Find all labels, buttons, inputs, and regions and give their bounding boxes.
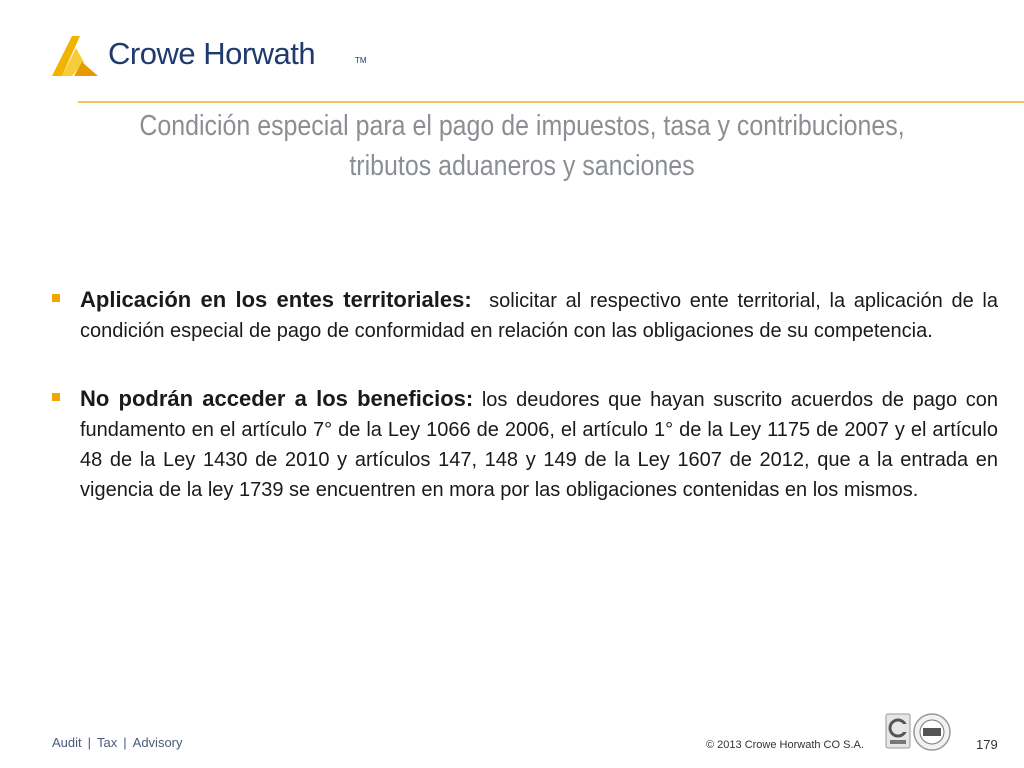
slide-title-line-2: tributos aduaneros y sanciones	[349, 150, 695, 182]
logo-mark-icon	[50, 32, 100, 78]
footer-service-audit: Audit	[52, 735, 82, 750]
logo-wordmark: Crowe Horwath	[108, 36, 316, 71]
bullet-heading: Aplicación en los entes territoriales:	[80, 287, 472, 312]
bullet-item	[50, 384, 998, 505]
slide-content	[50, 285, 998, 543]
square-bullet-icon	[52, 294, 60, 302]
bullet-item	[50, 285, 998, 346]
footer-copyright: © 2013 Crowe Horwath CO S.A.	[706, 739, 864, 751]
iqnet-seal-icon	[912, 712, 952, 752]
header-divider	[78, 101, 1024, 103]
bullet-heading: No podrán acceder a los beneficios:	[80, 386, 474, 411]
bullet-text: solicitar al respectivo ente territorial, la aplicación de la condición especial de pago de conformidad en relación con las obligaciones de su competencia.	[80, 290, 998, 342]
footer-service-advisory: Advisory	[132, 735, 183, 750]
slide-title	[125, 106, 920, 186]
square-bullet-icon	[52, 393, 60, 401]
page-number: 179	[976, 737, 998, 752]
crowe-horwath-logo	[50, 32, 367, 80]
footer-separator: |	[123, 735, 127, 750]
footer-separator: |	[87, 735, 92, 750]
footer-service-tax: Tax	[97, 735, 118, 750]
footer-services	[52, 735, 183, 750]
logo-trademark: TM	[355, 56, 367, 65]
bullet-text: los deudores que hayan suscrito acuerdos de pago con fundamento en el artículo 7° de la Ley 1066 de 2006, el artículo 1° de la Ley 1175 de 2007 y el artículo 48 de la Ley 1430 de 2010 y artículos 147, 148 y 149 de la Ley 1607 de 2012, que a la entrada en vigencia de la ley 1739 se encuentren en mora por las obligaciones contenidas en los mismos.	[80, 389, 998, 501]
slide-title-line-1: Condición especial para el pago de impuestos, tasa y contribuciones,	[139, 110, 905, 142]
